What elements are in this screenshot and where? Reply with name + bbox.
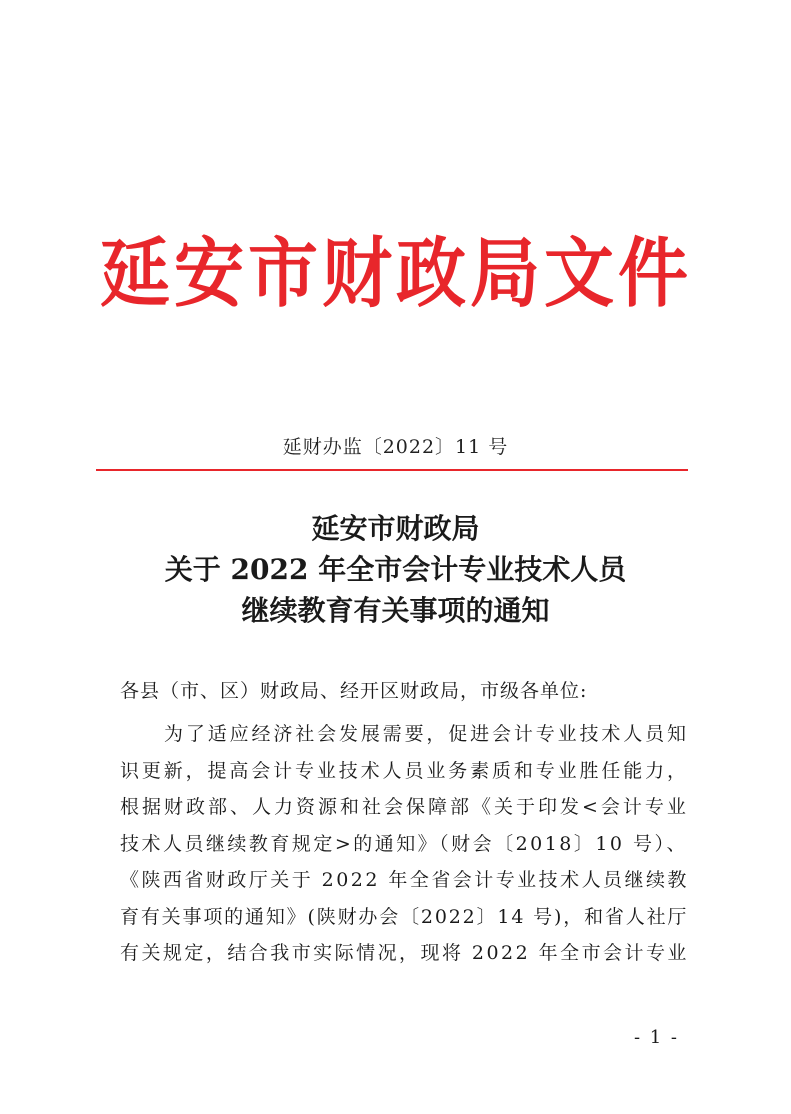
page-number: - 1 - <box>633 1027 679 1048</box>
body-line: 根据财政部、人力资源和社会保障部《关于印发<会计专业 <box>120 796 689 818</box>
body-paragraph <box>120 716 689 972</box>
salutation: 各县（市、区）财政局、经开区财政局，市级各单位: <box>120 680 588 702</box>
document-number: 延财办监〔2022〕11 号 <box>282 436 509 458</box>
notice-title-line-1: 延安市财政局 <box>311 512 480 545</box>
masthead-title: 延安市财政局文件 <box>100 229 692 319</box>
notice-title-line-3: 继续教育有关事项的通知 <box>241 594 550 627</box>
body-line: 《陕西省财政厅关于 2022 年全省会计专业技术人员继续教 <box>120 869 689 891</box>
body-line: 育有关事项的通知》(陕财办会〔2022〕14 号)，和省人社厅 <box>120 905 689 928</box>
red-divider-line <box>96 469 688 471</box>
body-line: 识更新，提高会计专业技术人员业务素质和专业胜任能力， <box>120 759 689 782</box>
body-line: 为了适应经济社会发展需要，促进会计专业技术人员知 <box>164 723 689 745</box>
notice-title <box>0 508 791 631</box>
body-line: 技术人员继续教育规定>的通知》（财会〔2018〕10 号）、 <box>120 832 688 855</box>
notice-title-line-2: 关于 2022 年全市会计专业技术人员 <box>164 553 627 586</box>
body-line: 有关规定，结合我市实际情况，现将 2022 年全市会计专业 <box>120 942 689 964</box>
